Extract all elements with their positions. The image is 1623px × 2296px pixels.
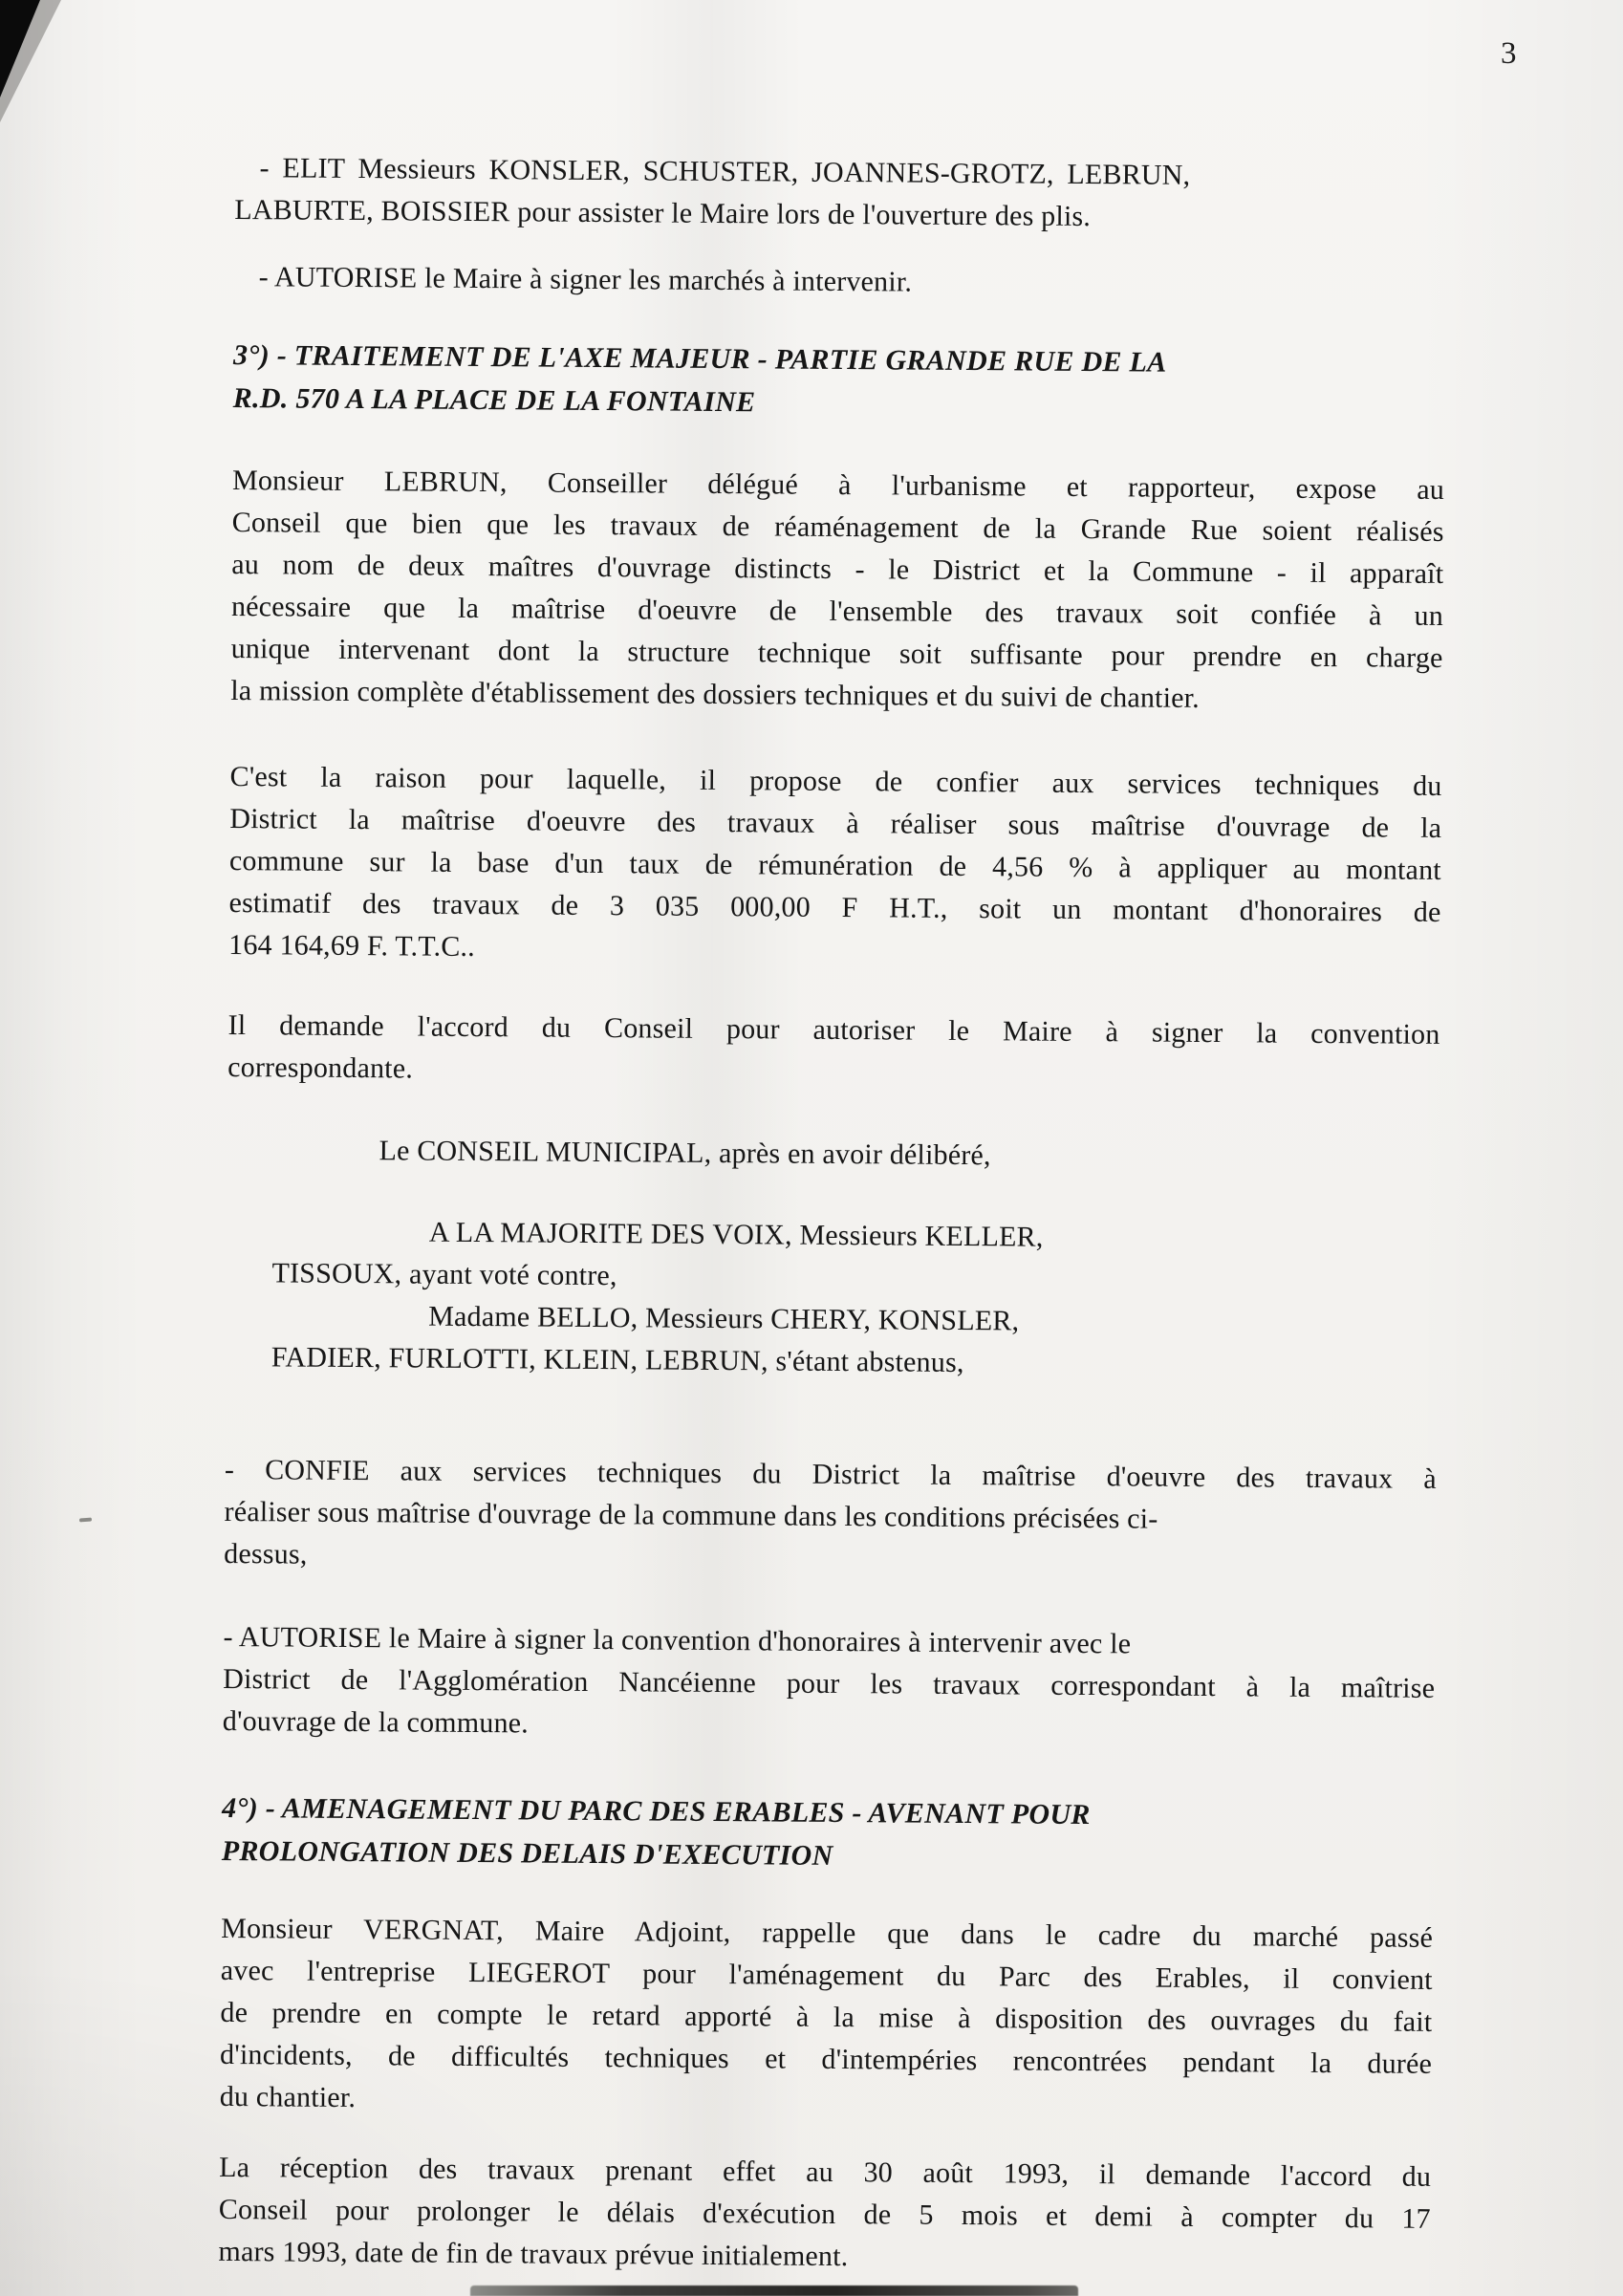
text-line: - AUTORISE le Maire à signer la convention d'honoraires à intervenir avec le [223, 1620, 1132, 1660]
text-line: FADIER, FURLOTTI, KLEIN, LEBRUN, s'étant abstenus, [270, 1341, 964, 1379]
text-line: LABURTE, BOISSIER pour assister le Maire lors de l'ouverture des plis. [234, 193, 1092, 233]
heading-line: 4°) - AMENAGEMENT DU PARC DES ERABLES - AVENANT POUR [222, 1791, 1091, 1831]
text-line: District de l'Agglomération Nancéienne pour les travaux correspondant à la maîtrise [223, 1662, 1436, 1704]
text-line: 164 164,69 F. T.T.C.. [228, 928, 476, 963]
text-line: commune sur la base d'un taux de rémunération de 4,56 % à appliquer au montant [228, 844, 1442, 886]
text-line: - ELIT Messieurs KONSLER, SCHUSTER, JOANNES-GROTZ, LEBRUN, [259, 152, 1191, 191]
paragraph-demande [227, 1005, 1440, 1098]
decision-autorise-convention [223, 1616, 1436, 1752]
heading-line: R.D. 570 A LA PLACE DE LA FONTAINE [232, 381, 756, 419]
text-line: A LA MAJORITE DES VOIX, Messieurs KELLER, [428, 1216, 1044, 1253]
text-line: Conseil que bien que les travaux de réaménagement de la Grande Rue soient réalisés [231, 506, 1444, 548]
paragraph-raison [228, 756, 1442, 976]
text-line: du chantier. [219, 2080, 357, 2114]
text-line: Monsieur LEBRUN, Conseiller délégué à l'urbanisme et rapporteur, expose au [231, 464, 1445, 506]
paragraph-lebrun [230, 460, 1444, 722]
heading-line: PROLONGATION DES DELAIS D'EXECUTION [221, 1834, 833, 1872]
text-line: de prendre en compte le retard apporté à la mise à disposition des ouvrages du fait [220, 1996, 1433, 2038]
stray-mark [79, 1518, 92, 1523]
text-line: mars 1993, date de fin de travaux prévue initialement. [218, 2235, 849, 2273]
text-line: Il demande l'accord du Conseil pour autoriser le Maire à signer la convention [227, 1008, 1440, 1051]
deliberation-opening [227, 1129, 1439, 1180]
text-line: Conseil pour prolonger le délais d'exécution de 5 mois et demi à compter du 17 [218, 2193, 1431, 2235]
text-line: District la maîtrise d'oeuvre des travaux à réaliser sous maîtrise d'ouvrage de la [229, 802, 1442, 844]
decision-confie [224, 1449, 1437, 1585]
heading-line: 3°) - TRAITEMENT DE L'AXE MAJEUR - PARTIE GRANDE RUE DE LA [232, 338, 1167, 379]
text-line: d'incidents, de difficultés techniques et d'intempéries rencontrées pendant la durée [219, 2038, 1433, 2080]
text-line: d'ouvrage de la commune. [222, 1704, 530, 1740]
text-line: La réception des travaux prenant effet au 30 août 1993, il demande l'accord du [219, 2151, 1432, 2193]
text-line: la mission complète d'établissement des dossiers techniques et du suivi de chantier. [230, 674, 1201, 714]
text-line: correspondante. [227, 1051, 414, 1085]
text-line: Monsieur VERGNAT, Maire Adjoint, rappelle que dans le cadre du marché passé [221, 1912, 1434, 1954]
text-line: avec l'entreprise LIEGEROT pour l'aménagement du Parc des Erables, il convient [220, 1954, 1433, 1996]
text-line: au nom de deux maîtres d'ouvrage distincts - le District et la Commune - il apparaît [231, 548, 1444, 590]
text-line: nécessaire que la maîtrise d'oeuvre de l'ensemble des travaux soit confiée à un [230, 590, 1444, 632]
text-line: - AUTORISE le Maire à signer les marchés à intervenir. [258, 261, 913, 298]
page-number: 3 [1501, 36, 1517, 71]
section4-heading [222, 1787, 1435, 1882]
decision-autorise-marches [234, 256, 1446, 308]
text-line: Madame BELLO, Messieurs CHERY, KONSLER, [428, 1300, 1020, 1337]
document-content [218, 0, 1448, 2283]
section3-heading [233, 334, 1446, 429]
text-line: - CONFIE aux services techniques du District la maîtrise d'oeuvre des travaux à [224, 1453, 1438, 1495]
paragraph-reception [218, 2147, 1431, 2283]
text-line: estimatif des travaux de 3 035 000,00 F H.T., soit un montant d'honoraires de [228, 886, 1441, 928]
text-line: dessus, [224, 1537, 308, 1570]
text-line: C'est la raison pour laquelle, il propose de confier aux services techniques du [229, 760, 1442, 802]
text-line: Le CONSEIL MUNICIPAL, après en avoir délibéré, [379, 1135, 991, 1172]
vote-results [226, 1210, 1439, 1388]
paragraph-vergnat [220, 1908, 1434, 2128]
text-line: TISSOUX, ayant voté contre, [271, 1257, 617, 1292]
text-line: unique intervenant dont la structure technique soit suffisante pour prendre en charge [230, 632, 1443, 674]
text-line: réaliser sous maîtrise d'ouvrage de la commune dans les conditions précisées ci- [224, 1495, 1158, 1535]
decision-elit [234, 147, 1447, 241]
scan-bottom-artifact [470, 2285, 1078, 2296]
